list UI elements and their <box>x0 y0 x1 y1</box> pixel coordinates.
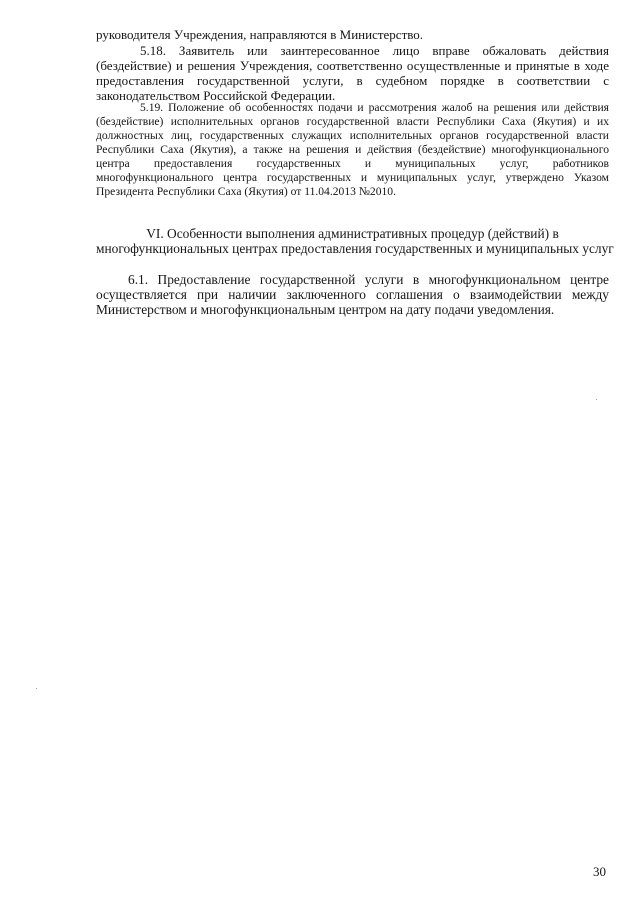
page-number: 30 <box>593 864 606 879</box>
text-line: предоставления государственной услуги, в судебном порядке в соответствии с <box>96 73 609 88</box>
heading-line: многофункциональных центрах предоставления государственных и муниципальных услуг <box>96 241 614 256</box>
text-line: центра предоставления государственных и муниципальных услуг, работников <box>96 157 609 170</box>
text-line: должностных лиц, государственных служащих исполнительных органов государственной власти <box>96 129 609 142</box>
scan-speck <box>36 688 37 689</box>
text-line: законодательством Российской Федерации. <box>96 88 336 103</box>
text-line: Президента Республики Саха (Якутия) от 11.04.2013 №2010. <box>96 185 396 198</box>
text-line: осуществляется при наличии заключенного соглашения о взаимодействии между <box>96 287 609 302</box>
paragraph-continuation <box>96 27 609 42</box>
text-line: 5.19. Положение об особенностях подачи и рассмотрения жалоб на решения или действия <box>140 101 609 114</box>
section-heading <box>96 226 614 256</box>
paragraph-6-1 <box>96 272 609 317</box>
paragraph-5-19 <box>96 101 609 199</box>
heading-line: VI. Особенности выполнения административных процедур (действий) в <box>146 226 559 241</box>
scan-speck <box>596 399 597 400</box>
text-line: 5.18. Заявитель или заинтересованное лицо вправе обжаловать действия <box>140 43 609 58</box>
paragraph-5-18 <box>96 43 609 103</box>
text-line: Министерством и многофункциональным центром на дату подачи уведомления. <box>96 302 555 317</box>
text-line: 6.1. Предоставление государственной услуги в многофункциональном центре <box>128 272 609 287</box>
text-line: (бездействие) исполнительных органов государственной власти Республики Саха (Якутия) и их <box>96 115 609 128</box>
text-line: Республики Саха (Якутия), а также на решения и действия (бездействие) многофункционального <box>96 143 609 156</box>
text-line: руководителя Учреждения, направляются в Министерство. <box>96 27 424 42</box>
text-line: многофункционального центра государственных и муниципальных услуг, утверждено Указом <box>96 171 609 184</box>
text-line: (бездействие) и решения Учреждения, соответственно осуществленные и принятые в ходе <box>96 58 609 73</box>
